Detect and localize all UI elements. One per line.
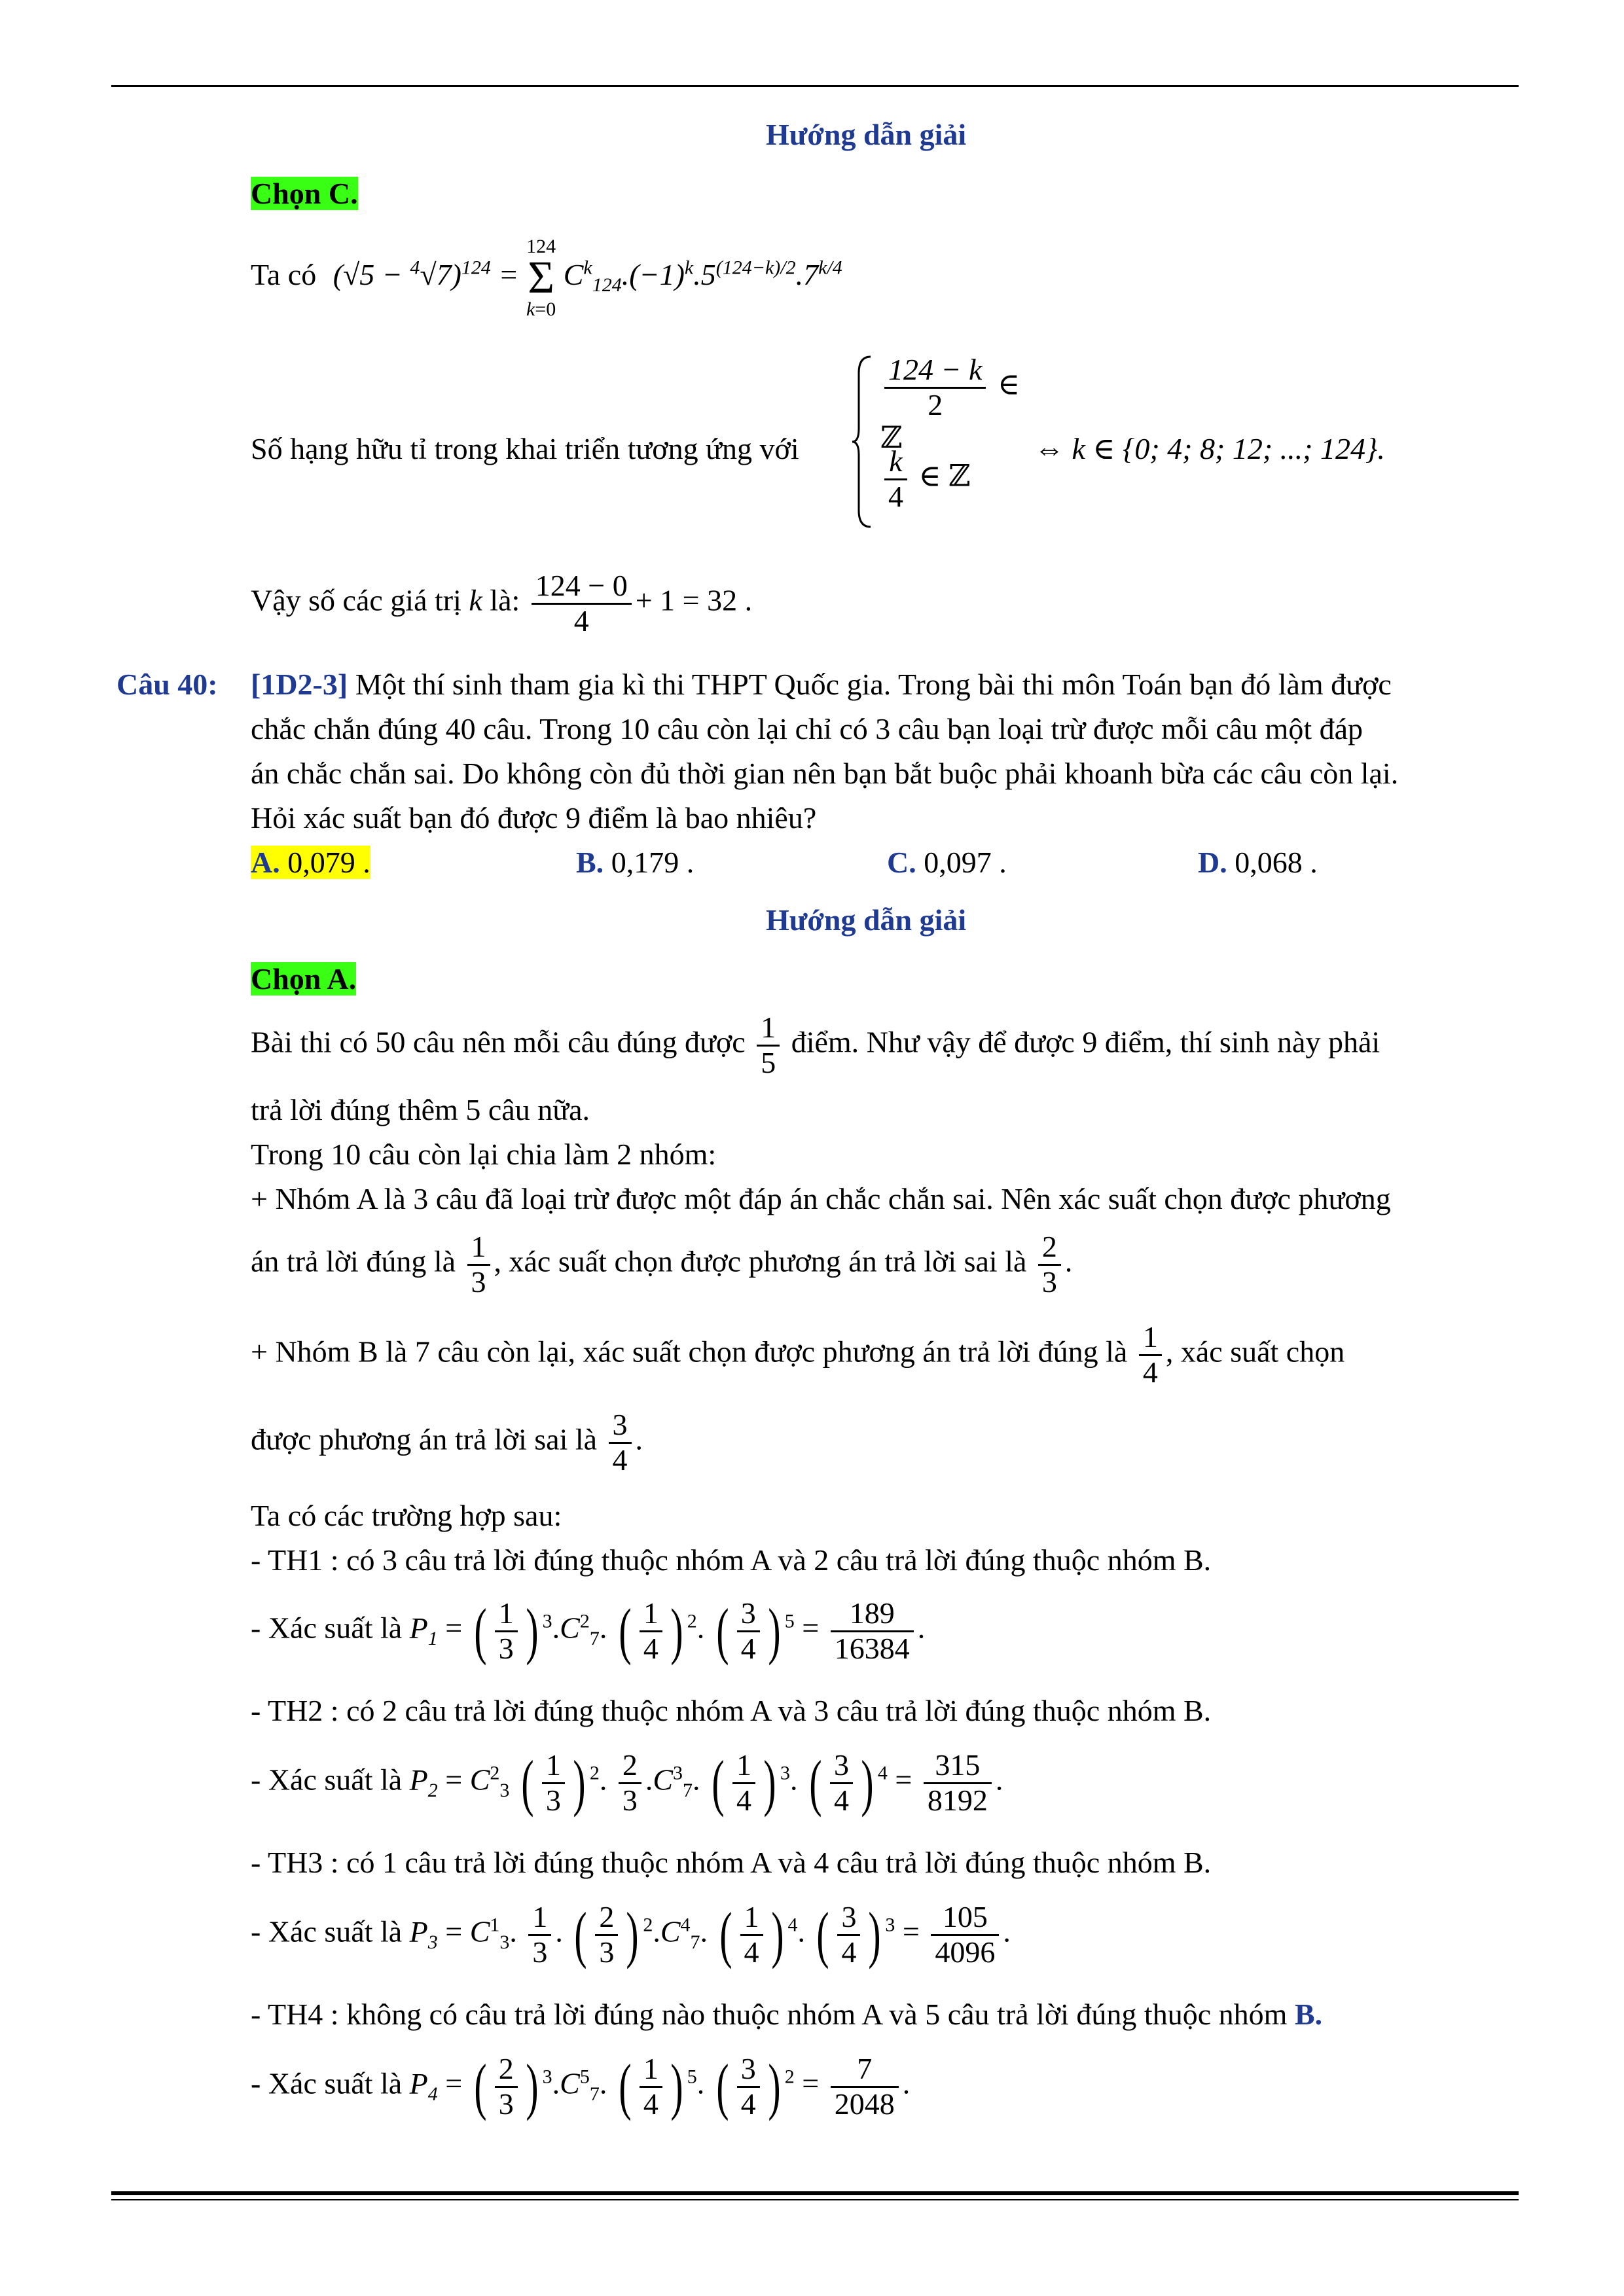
bottom-rule-thick	[111, 2191, 1519, 2195]
case-3-probability: - Xác suất là $P_3 = C^1_3$. $\frac{1}{3}$ . ( $\frac{2}{3}$ ) $^2.C^4_7$. ( $\frac{1}{4}$ ) $^4$. ( $\frac{3}{4}$ ) $^3$ = $\frac{105}{4096}$ .	[251, 1899, 1011, 1969]
solution-heading-1: Hướng dẫn giải	[766, 118, 967, 151]
group-b-line-1: + Nhóm B là 7 câu còn lại, xác suất chọn được phương án trả lời đúng là $\frac{1}{4}$ , xác suất chọn	[251, 1320, 1345, 1389]
case-4-probability: - Xác suất là $P_4$ = ( $\frac{2}{3}$ ) $^3.C^5_7$. ( $\frac{1}{4}$ ) $^5$. ( $\frac{3}{4}$ ) $^2$ = $\frac{7}{2048}$ .	[251, 2051, 911, 2121]
question-text-line-4: Hỏi xác suất bạn đó được 9 điểm là bao nhiêu?	[251, 801, 817, 834]
group-a-line-1: + Nhóm A là 3 câu đã loại trừ được một đáp án chắc chắn sai. Nên xác suất chọn được phương	[251, 1182, 1391, 1215]
question-text-line-1: [1D2-3] Một thí sinh tham gia kì thi THPT Quốc gia. Trong bài thi môn Toán bạn đó làm được	[251, 668, 1392, 701]
condition-system: $\frac{124 - k}{2}$ ∈ ℤ $\frac{k}{4}$ ∈ ℤ	[851, 353, 1021, 530]
rational-term-line: Số hạng hữu tỉ trong khai triển tương ứng với	[251, 432, 799, 465]
count-k-line: Vậy số các giá trị k là: $\frac{124 - 0}{4}$ + 1 = 32 .	[251, 569, 753, 637]
option-a[interactable]: A. 0,079 .	[251, 846, 370, 879]
group-a-line-2: án trả lời đúng là $\frac{1}{3}$ , xác suất chọn được phương án trả lời sai là $\frac{2}{3}$ .	[251, 1230, 1073, 1299]
option-c[interactable]: C. 0,097 .	[887, 846, 1007, 879]
option-d[interactable]: D. 0,068 .	[1198, 846, 1318, 879]
top-rule	[111, 85, 1519, 87]
question-text-line-2: chắc chắn đúng 40 câu. Trong 10 câu còn lại chỉ có 3 câu bạn loại trừ được mỗi câu một đáp	[251, 712, 1363, 745]
question-label: Câu 40:	[117, 668, 218, 701]
bottom-rule-thin	[111, 2199, 1519, 2200]
cases-intro: Ta có các trường hợp sau:	[251, 1499, 562, 1532]
solution-paragraph-1: Bài thi có 50 câu nên mỗi câu đúng được $\frac{1}{5}$ điểm. Như vậy để được 9 điểm, thí sinh này phải	[251, 1011, 1380, 1079]
case-1: - TH1 : có 3 câu trả lời đúng thuộc nhóm A và 2 câu trả lời đúng thuộc nhóm B.	[251, 1543, 1212, 1577]
answer-choice-1: Chọn C.	[251, 177, 358, 210]
case-3: - TH3 : có 1 câu trả lời đúng thuộc nhóm A và 4 câu trả lời đúng thuộc nhóm B.	[251, 1846, 1212, 1879]
solution-heading-2: Hướng dẫn giải	[766, 903, 967, 937]
case-2: - TH2 : có 2 câu trả lời đúng thuộc nhóm A và 3 câu trả lời đúng thuộc nhóm B.	[251, 1694, 1212, 1727]
group-b-line-2: được phương án trả lời sai là $\frac{3}{4}$ .	[251, 1408, 643, 1477]
answer-choice-2: Chọn A.	[251, 962, 357, 996]
question-text-line-3: án chắc chắn sai. Do không còn đủ thời gian nên bạn bắt buộc phải khoanh bừa các câu còn lại.	[251, 757, 1399, 790]
case-1-probability: - Xác suất là $P_1$ = ( $\frac{1}{3}$ ) $^3.C^2_7$. ( $\frac{1}{4}$ ) $^2$. ( $\frac{3}{4}$ ) $^5$ = $\frac{189}{16384}$ .	[251, 1595, 926, 1666]
option-b[interactable]: B. 0,179 .	[576, 846, 695, 879]
binomial-expansion-line: Ta có $(√5 - ^4√7)^{124}$ = 124 Σ k=0 $C^k_{124}.(-1)^k.5^{(124-k)/2}.7^{k/4}$	[251, 236, 842, 320]
solution-paragraph-2: trả lời đúng thêm 5 câu nữa.	[251, 1093, 590, 1126]
case-4: - TH4 : không có câu trả lời đúng nào thuộc nhóm A và 5 câu trả lời đúng thuộc nhóm B.	[251, 1998, 1323, 2031]
left-brace-icon	[851, 353, 877, 530]
case-2-probability: - Xác suất là $P_2 = C^2_3$ ( $\frac{1}{3}$ ) $^2$. $\frac{2}{3}$ $.C^3_7$. ( $\frac{1}{4}$ ) $^3$. ( $\frac{3}{4}$ ) $^4$ = $\frac{315}{8192}$ .	[251, 1747, 1003, 1818]
solution-paragraph-3: Trong 10 câu còn lại chia làm 2 nhóm:	[251, 1138, 717, 1171]
rational-term-set: ⇔ k ∈ {0; 4; 8; 12; ...; 124}.	[1034, 432, 1385, 465]
